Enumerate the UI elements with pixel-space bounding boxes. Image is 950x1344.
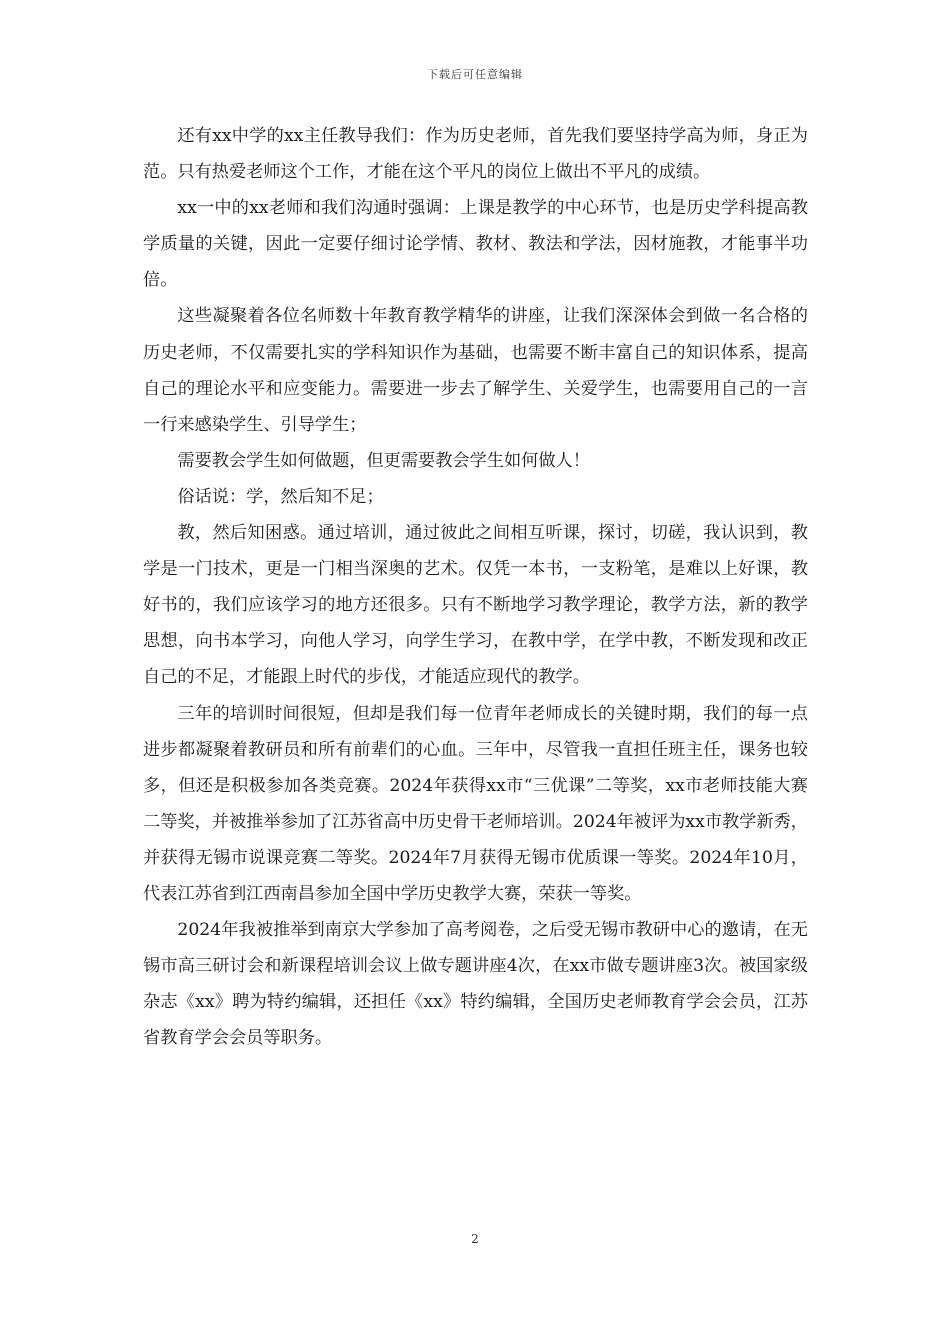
paragraph: xx一中的xx老师和我们沟通时强调：上课是教学的中心环节，也是历史学科提高教学质量的关键，因此一定要仔细讨论学情、教材、教法和学法，因材施教，才能事半功倍。 — [143, 198, 808, 291]
paragraph: 俗话说：学，然后知不足； — [177, 486, 384, 507]
paragraph: 三年的培训时间很短，但却是我们每一位青年老师成长的关键时期，我们的每一点进步都凝聚着教研员和所有前辈们的心血。三年中，尽管我一直担任班主任，课务也较多，但还是积极参加各类竞赛。2024年获得xx市“三优课”二等奖，xx市老师技能大赛二等奖，并被推举参加了江苏省高中历史骨干老师培训。2024年被评为xx市教学新秀，并获得无锡市说课竞赛二等奖。2024年7月获得无锡市优质课一等奖。2024年10月，代表江苏省到江西南昌参加全国中学历史教学大赛，荣获一等奖。 — [143, 703, 808, 904]
page-number: 2 — [471, 1232, 479, 1246]
paragraph: 2024年我被推举到南京大学参加了高考阅卷，之后受无锡市教研中心的邀请，在无锡市高三研讨会和新课程培训会议上做专题讲座4次，在xx市做专题讲座3次。被国家级杂志《xx》聘为特约编辑，还担任《xx》特约编辑，全国历史老师教育学会会员，江苏省教育学会会员等职务。 — [143, 920, 808, 1049]
document-body — [143, 118, 808, 1056]
paragraph: 还有xx中学的xx主任教导我们：作为历史老师，首先我们要坚持学高为师，身正为范。只有热爱老师这个工作，才能在这个平凡的岗位上做出不平凡的成绩。 — [143, 126, 808, 183]
page-header: 下载后可任意编辑 — [427, 68, 523, 81]
paragraph: 这些凝聚着各位名师数十年教育教学精华的讲座，让我们深深体会到做一名合格的历史老师，不仅需要扎实的学科知识作为基础，也需要不断丰富自己的知识体系，提高自己的理论水平和应变能力。需要进一步去了解学生、关爱学生，也需要用自己的一言一行来感染学生、引导学生； — [143, 306, 808, 435]
paragraph: 教，然后知困惑。通过培训，通过彼此之间相互听课，探讨，切磋，我认识到，教学是一门技术，更是一门相当深奥的艺术。仅凭一本书，一支粉笔，是难以上好课，教好书的，我们应该学习的地方还很多。只有不断地学习教学理论，教学方法，新的教学思想，向书本学习，向他人学习，向学生学习，在教中学，在学中教，不断发现和改正自己的不足，才能跟上时代的步伐，才能适应现代的教学。 — [143, 523, 808, 688]
paragraph: 需要教会学生如何做题，但更需要教会学生如何做人！ — [177, 450, 590, 471]
